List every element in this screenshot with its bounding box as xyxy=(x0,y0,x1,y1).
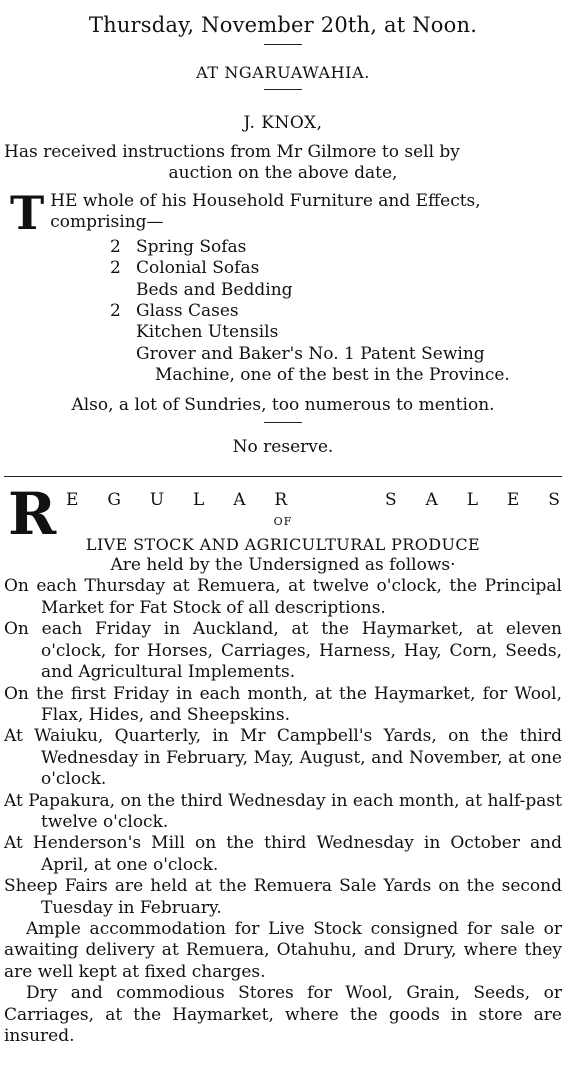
heading-letter: S xyxy=(548,490,560,511)
intro-paragraph xyxy=(4,185,562,240)
list-item: Grover and Baker's No. 1 Patent Sewing xyxy=(136,343,485,364)
heading-letter: S xyxy=(384,490,397,511)
drop-cap: R xyxy=(8,480,57,549)
heading-letter: G xyxy=(107,490,121,511)
heading-letter: R xyxy=(274,490,288,511)
list-item: Kitchen Utensils xyxy=(136,322,279,343)
auction-date: Thursday, November 20th, at Noon. xyxy=(88,13,478,37)
drop-cap: T xyxy=(10,185,45,240)
short-divider xyxy=(264,422,302,423)
held-by-line: Are held by the Undersigned as follows· xyxy=(110,555,456,576)
heading-letter: L xyxy=(193,490,205,511)
heading-letter: A xyxy=(233,490,246,511)
short-divider xyxy=(264,44,302,45)
schedule-item: On the first Friday in each month, at the Haymarket, for Wool, Flax, Hides, and Sheepskins. xyxy=(4,683,562,725)
schedule-list xyxy=(4,576,562,919)
heading-letter: L xyxy=(466,490,478,511)
instructions-line-1: Has received instructions from Mr Gilmore to sell by xyxy=(4,142,460,162)
instructions-line-2: auction on the above date, xyxy=(168,163,398,184)
regular-sales-ad xyxy=(4,480,562,1047)
stores-paragraph: Dry and commodious Stores for Wool, Grain, Seeds, or Carriages, at the Haymarket, where the goods in store are insured. xyxy=(4,983,562,1046)
schedule-item: On each Thursday at Remuera, at twelve o'clock, the Principal Market for Fat Stock of all descriptions. xyxy=(4,576,562,618)
heading-letter: A xyxy=(425,490,438,511)
short-divider xyxy=(264,89,302,90)
section-divider xyxy=(4,476,562,477)
items-list xyxy=(4,237,562,387)
schedule-item: At Papakura, on the third Wednesday in each month, at half-past twelve o'clock. xyxy=(4,790,562,832)
heading-letter: U xyxy=(149,490,165,511)
also-line: Also, a lot of Sundries, too numerous to mention. xyxy=(71,394,495,415)
auction-place: AT NGARUAWAHIA. xyxy=(196,63,370,82)
list-item-continuation: Machine, one of the best in the Province. xyxy=(155,365,510,386)
subheading: LIVE STOCK AND AGRICULTURAL PRODUCE xyxy=(85,535,481,555)
household-auction-ad xyxy=(4,12,562,458)
list-item: 2 Spring Sofas xyxy=(110,236,247,257)
list-item: 2 Colonial Sofas xyxy=(110,258,260,279)
heading-gap xyxy=(316,489,356,511)
schedule-item: Sheep Fairs are held at the Remuera Sale Yards on the second Tuesday in February. xyxy=(4,876,562,918)
schedule-item: At Henderson's Mill on the third Wednesday in October and April, at one o'clock. xyxy=(4,833,562,875)
list-item: 2 Glass Cases xyxy=(110,301,239,322)
schedule-item: At Waiuku, Quarterly, in Mr Campbell's Yards, on the third Wednesday in February, May, August, and November, at one o'clock. xyxy=(4,726,562,790)
heading-letters xyxy=(66,489,560,511)
intro-line-1: HE whole of his Household Furniture and Effects, xyxy=(50,190,481,211)
heading-letter: E xyxy=(66,490,79,511)
list-item: Beds and Bedding xyxy=(136,279,293,300)
no-reserve: No reserve. xyxy=(232,437,334,458)
auctioneer-name: J. KNOX, xyxy=(243,113,323,133)
intro-line-2: comprising— xyxy=(50,212,164,233)
schedule-item: On each Friday in Auckland, at the Haymarket, at eleven o'clock, for Horses, Carriages, Harness, Hay, Corn, Seeds, and Agricultural Implements. xyxy=(4,619,562,683)
of-word: OF xyxy=(273,515,293,529)
heading-letter: E xyxy=(506,490,520,511)
accommodation-paragraph: Ample accommodation for Live Stock consigned for sale or awaiting delivery at Remuera, Otahuhu, and Drury, where they are well kept at fixed charges. xyxy=(4,918,562,982)
